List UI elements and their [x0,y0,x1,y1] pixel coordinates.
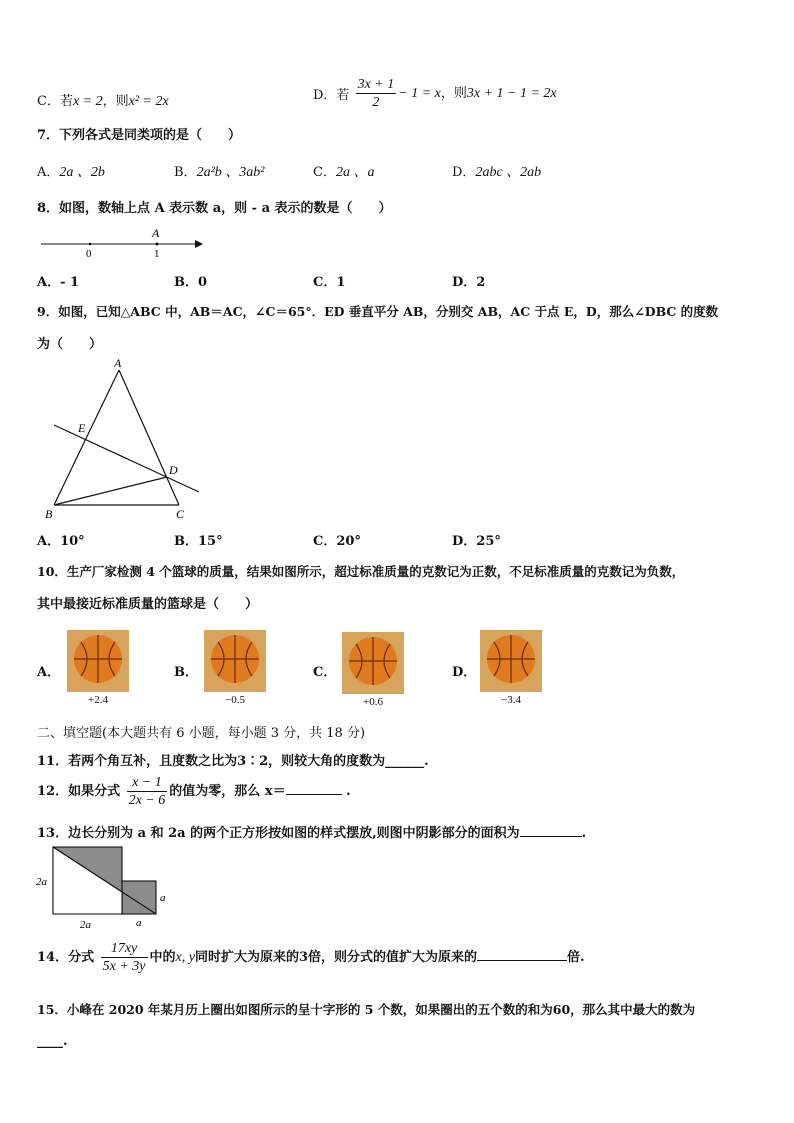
q7-option-b [174,161,264,181]
q6-d-rest: − 1 = x [398,86,441,101]
q8-c-value: 1 [336,275,346,290]
q9-option-c [313,530,361,549]
q7-d-label: D． [452,165,476,180]
q8-b-value: 0 [198,275,208,290]
q13-end: . [581,826,587,841]
q9-d-value: 25° [476,534,501,549]
q6-c-then: ，则 [102,94,129,109]
q8-b-label: B． [174,275,198,290]
q9-b-label: B． [174,534,198,549]
q9-option-d [452,530,501,549]
q10-option-c-label: C． [313,665,337,680]
q6-d-eq: 3x + 1 − 1 = 2x [466,86,557,101]
q14-num: 17xy [101,940,148,958]
q6-option-c [37,90,169,110]
q12-end: . [346,784,351,799]
q8-d-label: D． [452,275,477,290]
label-d: D [169,463,178,477]
q6-c-eq: x² = 2x [128,94,169,109]
q6-d-den: 2 [372,95,380,110]
q6-c-label: C．若 [37,94,73,109]
basketball-image-a [67,630,129,692]
ball-a-value: +2.4 [88,694,108,706]
q12-den: 2x − 6 [128,793,166,808]
side-ab [54,370,119,505]
q6-d-then: ，则 [440,86,467,101]
q6-option-d [313,76,557,111]
ball-seams [487,635,535,683]
q13-text [37,822,586,841]
squares-figure [36,844,176,932]
q8-c-label: C． [313,275,337,290]
side-ac [119,370,179,505]
q14-den: 5x + 3y [102,959,146,974]
q7-b-expr: 2a²b 、3ab² [196,165,265,180]
q10-option-b-label: B． [174,665,198,680]
q6-c-cond: x = 2 [72,94,103,109]
q12-num: x − 1 [127,774,168,792]
q9-a-label: A． [37,534,61,549]
q8-a-value: - 1 [60,275,80,290]
q8-a-label: A． [37,275,61,290]
tick-zero [89,243,92,246]
q10-option-a-label: A． [37,665,61,680]
ball-seams [349,637,397,685]
point-a [156,243,159,246]
q12-answer-blank[interactable] [286,794,342,795]
ball-d-value: −3.4 [501,694,521,706]
q7-stem: 7．下列各式是同类项的是（ ） [37,128,242,143]
basketball-image-b [204,630,266,692]
q11-text: 11．若两个角互补，且度数之比为3∶2，则较大角的度数为______. [37,754,429,769]
label-c: C [176,507,185,521]
q7-a-label: A． [37,165,60,180]
q8-d-value: 2 [476,275,486,290]
q7-c-expr: 2a 、a [335,165,375,180]
q7-b-label: B． [174,165,197,180]
ball-seams [74,635,122,683]
q7-c-label: C． [313,165,336,180]
q7-d-expr: 2abc 、2ab [475,165,542,180]
q15-line1: 15．小峰在 2020 年某月历上圈出如图所示的呈十字形的 5 个数，如果圈出的五个数的和为60，那么其中最大的数为 [37,1002,696,1017]
number-line-arrow [195,240,203,248]
point-a-label: A [152,226,160,240]
number-line-figure [37,224,207,264]
tick-zero-label: 0 [86,248,92,260]
q9-stem-line1: 9．如图，已知△ABC 中，AB＝AC，∠C＝65°．ED 垂直平分 AB，分别交 AB，AC 于点 E，D，那么∠DBC 的度数 [37,304,719,319]
q14-suffix: 同时扩大为原来的3倍，则分式的值扩大为原来的 [194,950,477,965]
q14-prefix: 14．分式 [37,950,95,965]
label-e: E [78,421,86,435]
section-2-heading: 二、填空题(本大题共有 6 小题，每小题 3 分，共 18 分) [37,726,366,741]
q14-mid: 中的 [149,950,176,965]
q14-text [37,940,585,975]
q9-d-label: D． [452,534,477,549]
q10-stem-line2: 其中最接近标准质量的篮球是（ ） [37,597,259,612]
q9-b-value: 15° [198,534,223,549]
q9-option-a [37,530,85,549]
q12-fraction [127,774,168,809]
q8-option-a [37,271,79,290]
q8-option-c [313,271,345,290]
q7-a-expr: 2a 、2b [59,165,105,180]
q12-suffix: 的值为零，那么 x＝ [169,784,286,799]
q8-option-b [174,271,207,290]
q13-answer-blank[interactable] [520,836,582,837]
q13-stem: 13．边长分别为 a 和 2a 的两个正方形按如图的样式摆放,则图中阴影部分的面积为 [37,826,520,841]
q12-prefix: 12．如果分式 [37,784,121,799]
q14-fraction [101,940,148,975]
q10-option-d-label: D． [452,665,477,680]
label-bottom-a: a [136,917,142,929]
q7-option-c [313,161,374,181]
ball-c-value: +0.6 [363,696,383,708]
q8-option-d [452,271,485,290]
ball-seams [211,635,259,683]
q6-d-num: 3x + 1 [357,77,395,92]
q12-text [37,774,351,809]
label-bottom-2a: 2a [80,919,91,931]
basketball-image-c [342,632,404,694]
label-b: B [45,507,53,521]
q9-stem-line2: 为（ ） [37,337,103,352]
q7-option-a [37,161,105,181]
q7-option-d [452,161,541,181]
tick-one-label: 1 [154,248,160,260]
q14-answer-blank[interactable] [477,960,567,961]
label-a: A [114,356,122,370]
q14-vars: x, y [175,950,195,965]
q15-line2: ____. [37,1034,68,1049]
q10-stem-line1: 10．生产厂家检测 4 个篮球的质量，结果如图所示，超过标准质量的克数记为正数，不足标准质量的克数记为负数， [37,564,685,579]
q9-a-value: 10° [60,534,85,549]
label-right-a: a [160,892,166,904]
q9-option-b [174,530,223,549]
q14-end: 倍. [567,950,585,965]
q6-d-fraction [356,76,397,111]
basketball-image-d [480,630,542,692]
triangle-figure [36,355,211,525]
ball-b-value: −0.5 [225,694,245,706]
segment-bd [54,477,167,505]
q8-stem: 8．如图，数轴上点 A 表示数 a，则 - a 表示的数是（ ） [37,201,392,216]
q6-d-label: D．若 [313,88,350,103]
q9-c-value: 20° [336,534,361,549]
q9-c-label: C． [313,534,337,549]
label-left-2a: 2a [36,876,47,888]
